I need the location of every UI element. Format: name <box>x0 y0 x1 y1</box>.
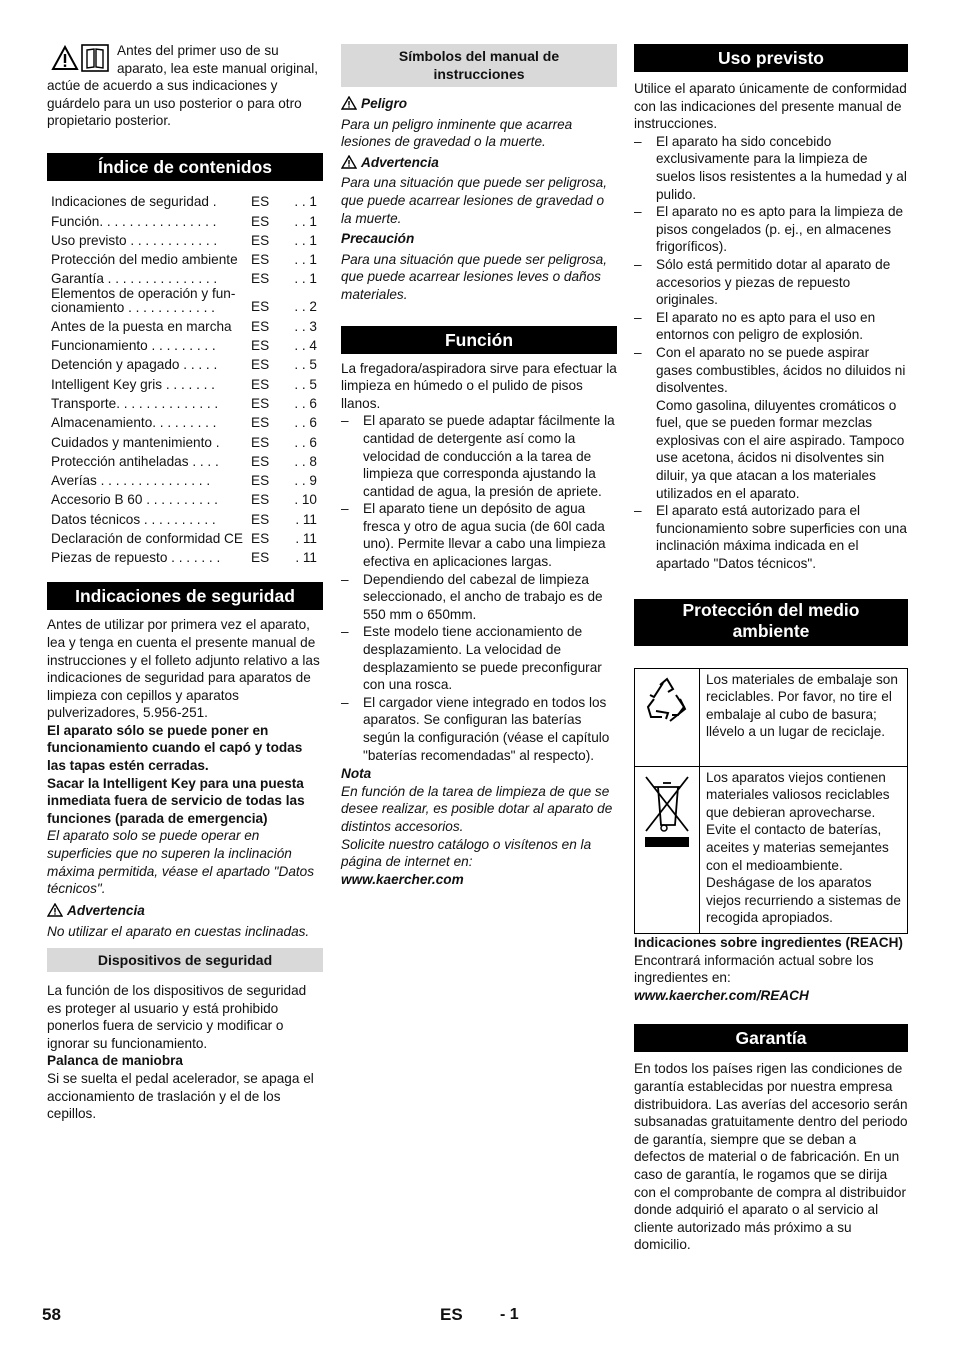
toc-row[interactable] <box>47 210 323 229</box>
footer-lang: ES <box>440 1305 463 1324</box>
toc-row[interactable] <box>47 230 323 249</box>
toc-row[interactable] <box>47 335 323 354</box>
list-item: – Sólo está permitido dotar al aparato de accesorios y piezas de repuesto originales. <box>634 256 908 309</box>
toc-row[interactable] <box>47 489 323 508</box>
lever-text: Si se suelta el pedal acelerador, se apaga el accionamiento de traslación y el de los cepillos. <box>47 1070 314 1122</box>
toc-page: . . 4 <box>294 338 317 354</box>
warranty-text: En todos los países rigen las condiciones de garantía establecidas por nuestra empresa distribuidora. Las averías del accesorio serán subsanadas gratuitamente dentro del periodo de garantía, siempre que se deban a defectos de material o de fabricación. En un caso de garantía, le rogamos que se dirija con el comprobante de compra al distribuidor donde adquirió el aparato o al servicio al cliente autorizado más próximo a su domicilio. <box>634 1061 908 1253</box>
safety-paragraph: Antes de utilizar por primera vez el aparato, lea y tenga en cuenta el presente manual de instrucciones y el folleto adjunto relativo a las indicaciones de seguridad para aparatos de limpieza con cepillos y aparatos pulverizadores, 5.956-251. <box>47 617 320 721</box>
list-item: – El aparato no es apto para el uso en entornos con peligro de explosión. <box>634 309 908 344</box>
recycle-icon <box>642 675 692 725</box>
list-item: – El cargador viene integrado en todos los aparatos. Se configuran las baterías según la configuración (véase el capítulo "baterías recomendadas" al respecto). <box>341 694 617 764</box>
intro-icons <box>49 42 113 76</box>
toc-title-line: Elementos de operación y fun- <box>51 286 236 302</box>
toc-page: . 10 <box>294 492 317 508</box>
toc-page: . . 1 <box>294 271 317 287</box>
toc-title: Uso previsto . . . . . . . . . . . . <box>51 232 218 248</box>
toc-row[interactable] <box>47 393 323 412</box>
safety-warning-label <box>47 902 323 920</box>
recycle-text: Los materiales de embalaje son reciclables. Por favor, no tire el embalaje al cubo de basura; llévelo a un lugar de reciclaje. <box>700 668 908 766</box>
bin-cell <box>635 766 700 933</box>
toc-row[interactable] <box>47 508 323 527</box>
toc-title: Función. . . . . . . . . . . . . . . . <box>51 213 217 229</box>
list-item: – Este modelo tiene accionamiento de desplazamiento. La velocidad de desplazamiento se puede preconfigurar con una rosca. <box>341 623 617 693</box>
reach-url: www.kaercher.com/REACH <box>634 987 809 1003</box>
list-item: – Dependiendo del cabezal de limpieza seleccionado, el ancho de trabajo es de 550 mm o 650mm. <box>341 571 617 624</box>
toc-row[interactable] <box>47 412 323 431</box>
toc-title: Protección del medio ambiente <box>51 252 238 268</box>
symbols-heading: Símbolos del manual de instrucciones <box>341 44 617 87</box>
danger-label <box>341 95 617 113</box>
safety-warning-text: No utilizar el aparato en cuestas inclinadas. <box>47 924 310 940</box>
reach-text: Encontrará información actual sobre los ingredientes en: <box>634 952 874 986</box>
note-url: www.kaercher.com <box>341 871 464 887</box>
toc-lang: ES <box>251 453 270 469</box>
toc-page: . . 6 <box>294 415 317 431</box>
toc-row[interactable] <box>47 268 323 287</box>
safety-heading: Indicaciones de seguridad <box>47 582 323 610</box>
toc-lang: ES <box>251 338 270 354</box>
intro-block <box>47 40 323 130</box>
toc-row[interactable] <box>47 431 323 450</box>
function-heading: Función <box>341 326 617 354</box>
manual-book-icon <box>81 44 109 72</box>
list-item: – El aparato no es apto para la limpieza de pisos congelados (p. ej., en almacenes frigoríficos). <box>634 203 908 256</box>
toc-page: . . 6 <box>294 395 317 411</box>
bin-text: Los aparatos viejos contienen materiales valiosos reciclables que debieran aprovecharse. Evite el contacto de baterías, aceites y materias semejantes con el medioambiente. Deshágase de los aparatos viejos recurriendo a sistemas de recogida apropiados. <box>700 766 908 933</box>
toc-title: Cuidados y mantenimiento . <box>51 434 220 450</box>
toc-page: . . 1 <box>294 252 317 268</box>
safety-italic: El aparato solo se puede operar en superficies que no superen la inclinación máxima permitida, véase el apartado "Datos técnicos". <box>47 828 315 897</box>
lever-label: Palanca de maniobra <box>47 1053 183 1069</box>
list-item: – El aparato está autorizado para el funcionamiento sobre superficies con una inclinación máxima indicada en el apartado "Datos técnicos". <box>634 502 908 572</box>
toc-row[interactable] <box>47 451 323 470</box>
toc-row[interactable] <box>47 354 323 373</box>
footer-section: - 1 <box>500 1306 519 1323</box>
safety-bold-1: El aparato sólo se puede poner en funcionamiento cuando el capó y todas las tapas estén cerradas. <box>47 722 303 774</box>
use-list-last <box>634 502 908 572</box>
note-text: En función de la tarea de limpieza de que se desee realizar, es posible dotar al aparato de distintos accesorios. <box>341 783 613 834</box>
toc-lang: ES <box>251 213 270 229</box>
toc-title: Datos técnicos . . . . . . . . . . <box>51 511 216 527</box>
warning-label-text: Advertencia <box>361 154 439 170</box>
toc-lang: ES <box>251 550 270 566</box>
toc-lang: ES <box>251 415 270 431</box>
warning-triangle-icon <box>47 903 63 917</box>
reach-label: Indicaciones sobre ingredientes (REACH) <box>634 934 903 950</box>
toc-title: Transporte. . . . . . . . . . . . . . <box>51 395 219 411</box>
toc-title: Detención y apagado . . . . . <box>51 357 218 373</box>
warning-label <box>341 154 617 172</box>
safety-bold-2: Sacar la Intelligent Key para una puesta inmediata fuera de servicio de todas las funciones (parada de emergencia) <box>47 775 305 826</box>
toc-lang: ES <box>251 395 270 411</box>
toc-lang: ES <box>251 318 270 334</box>
use-extra: Como gasolina, diluyentes cromáticos o fuel, que se pueden formar mezclas explosivas con el aire aspirado. Tampoco use acetona, ácidos ni disolventes sin diluir, ya que atacan a los materiales utilizados en el aparato. <box>656 397 905 501</box>
toc-page: . . 5 <box>294 376 317 392</box>
toc-page: . . 8 <box>294 453 317 469</box>
table-row <box>635 766 908 933</box>
devices-heading: Dispositivos de seguridad <box>47 948 323 972</box>
toc-title: Indicaciones de seguridad . <box>51 194 217 210</box>
toc-page: . . 5 <box>294 357 317 373</box>
toc-page: . . 9 <box>294 473 317 489</box>
toc-row[interactable] <box>47 373 323 392</box>
note-text-2: Solicite nuestro catálogo o visítenos en la página de internet en: <box>341 836 592 870</box>
toc-title: Garantía . . . . . . . . . . . . . . . <box>51 271 218 287</box>
caution-text: Para una situación que puede ser peligrosa, que puede acarrear lesiones leves o daños materiales. <box>341 251 608 302</box>
function-intro: La fregadora/aspiradora sirve para efectuar la limpieza en húmedo o el pulido de pisos llanos. <box>341 360 617 411</box>
toc-lang: ES <box>251 473 270 489</box>
toc-lang: ES <box>251 511 270 527</box>
table-row <box>635 668 908 766</box>
toc-page: . 11 <box>295 511 317 527</box>
use-list <box>634 133 908 397</box>
toc-row[interactable] <box>47 287 323 315</box>
list-item: – El aparato tiene un depósito de agua fresca y otro de agua sucia (de 60l cada uno). Permite llevar a cabo una limpieza efectiva en aplicaciones largas. <box>341 500 617 570</box>
use-heading: Uso previsto <box>634 44 908 72</box>
list-item: – El aparato ha sido concebido exclusivamente para la limpieza de suelos lisos resistentes a la humedad y al pulido. <box>634 133 908 203</box>
toc-title: Funcionamiento . . . . . . . . . <box>51 338 216 354</box>
toc-title: Protección antiheladas . . . . <box>51 453 219 469</box>
warranty-heading: Garantía <box>634 1024 908 1052</box>
toc-page: . . 1 <box>294 213 317 229</box>
toc-title <box>47 287 249 315</box>
env-heading: Protección del medio ambiente <box>634 599 908 646</box>
toc-page: . . 3 <box>294 318 317 334</box>
toc-row[interactable] <box>47 547 323 566</box>
toc-title: Piezas de repuesto . . . . . . . <box>51 550 221 566</box>
toc-title: Accesorio B 60 . . . . . . . . . . <box>51 492 218 508</box>
env-table <box>634 668 908 934</box>
toc-title: Averías . . . . . . . . . . . . . . . <box>51 473 211 489</box>
toc-page: . . 1 <box>294 232 317 248</box>
function-list <box>341 412 617 764</box>
toc-page: . . 2 <box>294 299 317 315</box>
note-label: Nota <box>341 766 372 782</box>
warning-triangle-icon <box>51 45 79 71</box>
column-right <box>634 44 908 1254</box>
intro-text: Antes del primer uso de su aparato, lea este manual original, actúe de acuerdo a sus indicaciones y guárdelo para un uso posterior o para otro propietario posterior. <box>47 43 319 129</box>
warning-text: Para una situación que puede ser peligrosa, que puede acarrear lesiones de gravedad o la muerte. <box>341 175 608 226</box>
toc-page: . . 6 <box>294 434 317 450</box>
toc-row[interactable] <box>47 528 323 547</box>
toc-row[interactable] <box>47 470 323 489</box>
warning-triangle-icon <box>341 155 357 169</box>
toc-lang: ES <box>251 492 270 508</box>
toc-lang: ES <box>251 357 270 373</box>
toc-lang: ES <box>251 376 270 392</box>
caution-label: Precaución <box>341 231 415 247</box>
toc-table <box>47 191 323 566</box>
toc-heading: Índice de contenidos <box>47 153 323 181</box>
devices-text: La función de los dispositivos de seguridad es proteger al usuario y está prohibido ponerlos fuera de servicio y modificar o ignorar su funcionamiento. <box>47 983 307 1051</box>
toc-lang: ES <box>251 531 270 547</box>
safety-warning-label-text: Advertencia <box>67 902 145 918</box>
use-intro: Utilice el aparato únicamente de conformidad con las indicaciones del presente manual de instrucciones. <box>634 81 907 132</box>
toc-lang: ES <box>251 232 270 248</box>
toc-row[interactable] <box>47 191 323 210</box>
toc-row[interactable] <box>47 315 323 334</box>
toc-lang: ES <box>251 434 270 450</box>
list-item: – El aparato se puede adaptar fácilmente la cantidad de detergente así como la velocidad de conducción a la tarea de limpieza que corresponda ajustando la cantidad de agua, la presión de apriete. <box>341 412 617 500</box>
toc-page: . 11 <box>295 531 317 547</box>
toc-lang: ES <box>251 194 270 210</box>
toc-lang: ES <box>251 271 270 287</box>
warning-triangle-icon <box>341 96 357 110</box>
crossed-bin-icon <box>642 773 692 849</box>
toc-title: Antes de la puesta en marcha <box>51 318 232 334</box>
toc-title: Declaración de conformidad CE <box>51 531 243 547</box>
recycle-cell <box>635 668 700 766</box>
toc-lang: ES <box>251 299 270 315</box>
list-item: – Con el aparato no se puede aspirar gases combustibles, ácidos no diluidos ni disolventes. <box>634 344 908 397</box>
toc-page: . 11 <box>295 550 317 566</box>
column-left <box>47 40 323 1123</box>
toc-page: . . 1 <box>294 194 317 210</box>
toc-title: Almacenamiento. . . . . . . . . <box>51 415 217 431</box>
column-middle <box>341 44 617 888</box>
toc-title-line: cionamiento . . . . . . . . . . . . <box>51 300 215 316</box>
toc-lang: ES <box>251 252 270 268</box>
page-number: 58 <box>42 1305 61 1324</box>
danger-label-text: Peligro <box>361 96 408 111</box>
danger-text: Para un peligro inminente que acarrea lesiones de gravedad o la muerte. <box>341 116 573 150</box>
toc-row[interactable] <box>47 249 323 268</box>
toc-title: Intelligent Key gris . . . . . . . <box>51 376 215 392</box>
